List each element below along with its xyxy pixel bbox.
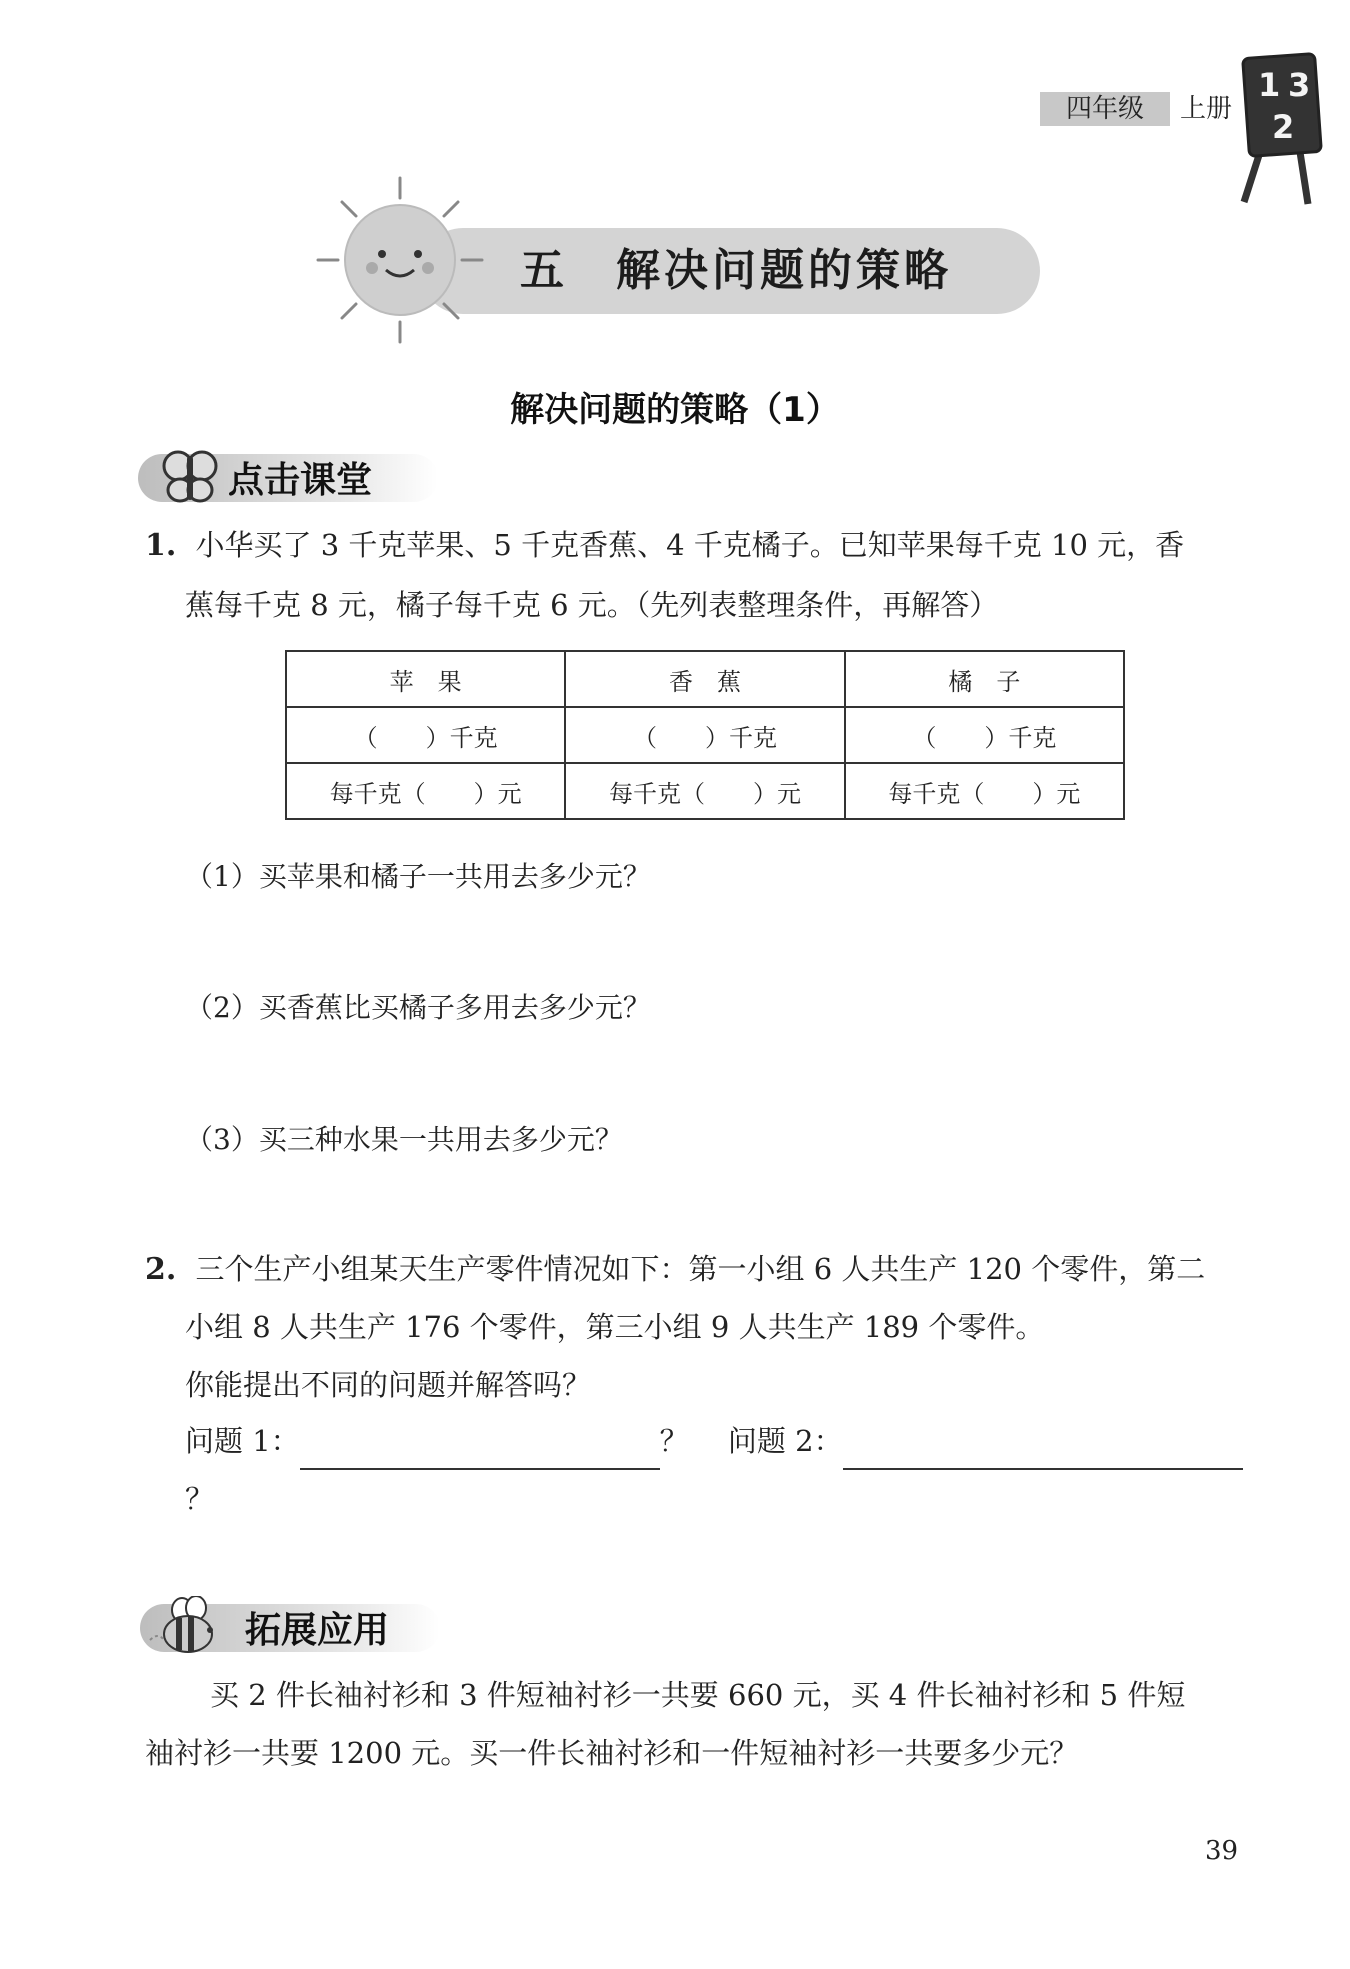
board-digit-3: 2 <box>1272 108 1295 146</box>
question-2-line-3: 你能提出不同的问题并解答吗？ <box>185 1368 592 1402</box>
question-2 <box>145 1240 1255 1299</box>
table-row <box>286 651 1124 707</box>
problem-2-label: 问题 2： <box>727 1424 843 1458</box>
board-digit-2: 3 <box>1288 66 1311 104</box>
grade-label: 四年级 <box>1040 92 1170 126</box>
butterfly-icon <box>160 446 220 508</box>
table-cell[interactable]: 每千克（ ）元 <box>565 763 844 819</box>
table-cell[interactable]: （ ）千克 <box>565 707 844 763</box>
subquestion-3: （3）买三种水果一共用去多少元？ <box>185 1123 623 1156</box>
fruit-table <box>285 650 1125 820</box>
subquestion-2: （2）买香蕉比买橘子多用去多少元？ <box>185 991 651 1024</box>
question-2-number: 2. <box>145 1252 177 1287</box>
table-row <box>286 763 1124 819</box>
classroom-heading-label: 点击课堂 <box>228 460 373 501</box>
problem-2-qmark: ？ <box>185 1482 215 1516</box>
table-row <box>286 707 1124 763</box>
table-cell[interactable]: 每千克（ ）元 <box>845 763 1124 819</box>
problem-1-qmark: ？ <box>659 1424 689 1458</box>
question-2-line-1: 三个生产小组某天生产零件情况如下：第一小组 6 人共生产 120 个零件，第二 <box>195 1252 1206 1286</box>
question-1-line-1: 小华买了 3 千克苹果、5 千克香蕉、4 千克橘子。已知苹果每千克 10 元，香 <box>195 528 1185 562</box>
question-1 <box>145 516 1255 575</box>
volume-label: 上册 <box>1180 94 1233 124</box>
table-cell: 苹 果 <box>286 651 565 707</box>
subquestion-1: （1）买苹果和橘子一共用去多少元？ <box>185 860 651 893</box>
table-cell[interactable]: （ ）千克 <box>845 707 1124 763</box>
problem-1-label: 问题 1： <box>185 1424 300 1458</box>
chalkboard-icon <box>1240 52 1330 212</box>
question-2-line-2: 小组 8 人共生产 176 个零件，第三小组 9 人共生产 189 个零件。 <box>185 1310 1045 1344</box>
extension-heading-label: 拓展应用 <box>245 1610 390 1651</box>
table-cell: 香 蕉 <box>565 651 844 707</box>
extension-line-1: 买 2 件长袖衬衫和 3 件短袖衬衫一共要 660 元，买 4 件长袖衬衫和 5 件短 <box>210 1678 1186 1712</box>
section-title: 解决问题的策略（1） <box>510 390 840 430</box>
table-cell[interactable]: （ ）千克 <box>286 707 565 763</box>
table-cell: 橘 子 <box>845 651 1124 707</box>
problem-1-answer-line[interactable] <box>300 1428 660 1470</box>
page-number: 39 <box>1205 1836 1239 1866</box>
question-1-line-2: 蕉每千克 8 元，橘子每千克 6 元。（先列表整理条件，再解答） <box>185 588 999 622</box>
classroom-heading <box>138 450 438 506</box>
chapter-title: 五 解决问题的策略 <box>520 245 952 296</box>
board-digit-1: 1 <box>1258 66 1281 104</box>
problem-lines <box>185 1412 1245 1528</box>
table-cell[interactable]: 每千克（ ）元 <box>286 763 565 819</box>
question-1-number: 1. <box>145 528 177 563</box>
extension-line-2: 袖衬衫一共要 1200 元。买一件长袖衬衫和一件短袖衬衫一共要多少元？ <box>145 1736 1079 1770</box>
bee-icon <box>148 1596 228 1660</box>
extension-heading <box>140 1600 440 1656</box>
sun-icon <box>310 170 490 350</box>
problem-2-answer-line[interactable] <box>843 1428 1243 1470</box>
